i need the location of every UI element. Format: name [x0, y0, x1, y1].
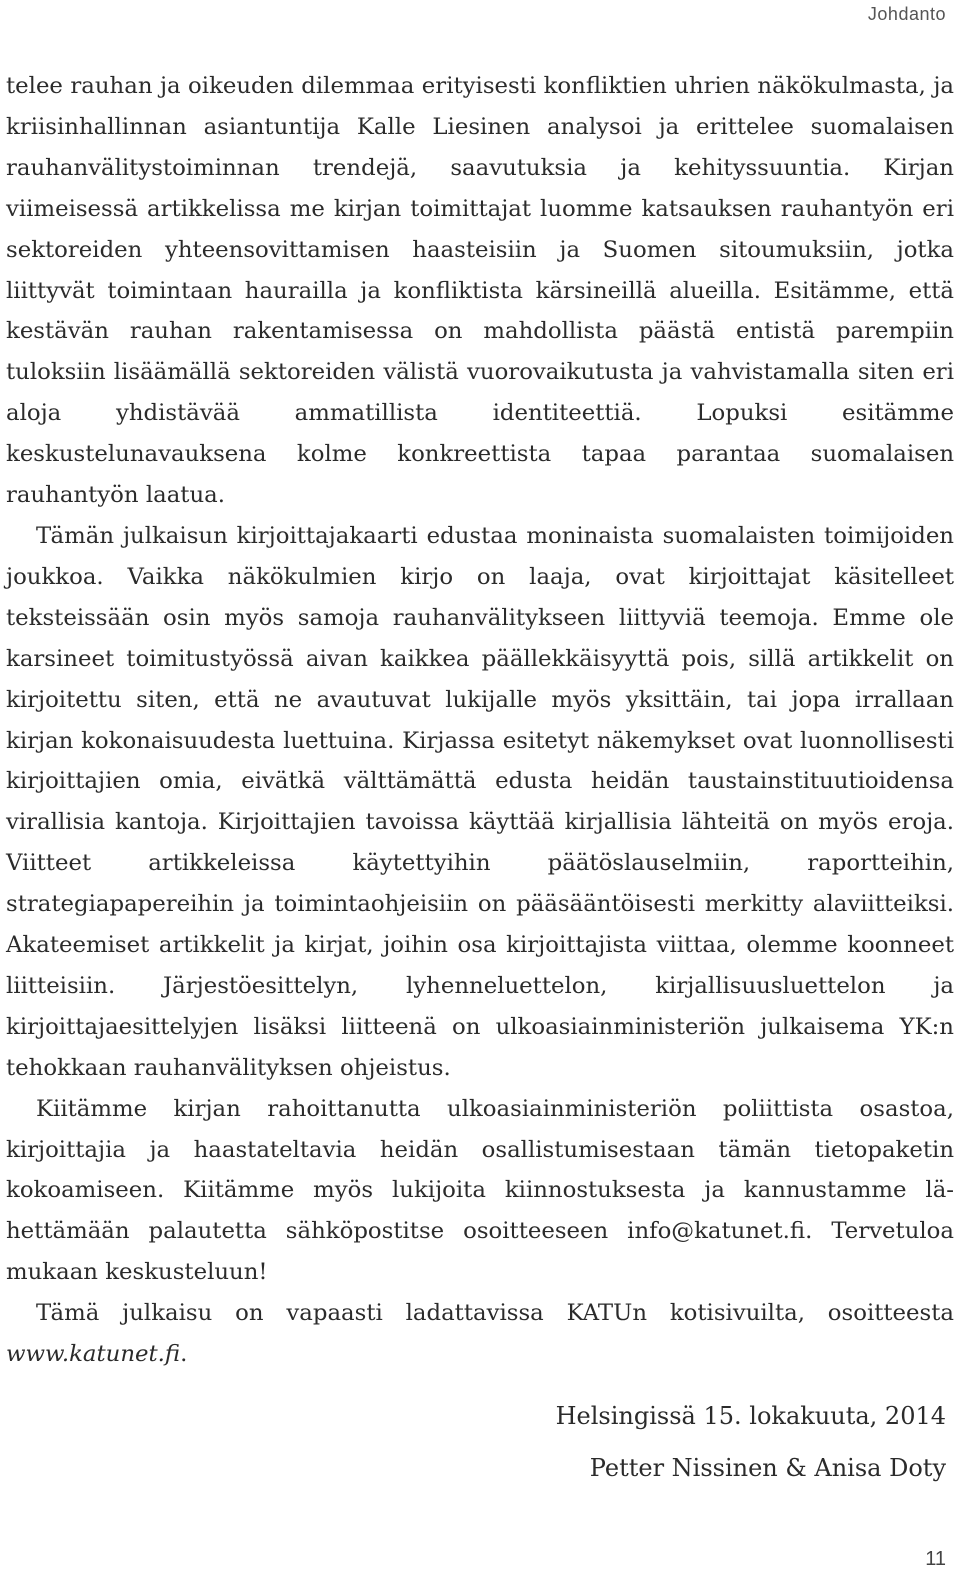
paragraph-3: Kiitämme kirjan rahoittanutta ulkoasiainministeriön poliittista osastoa, kirjoittajia ja haastateltavia heidän osallistumisestaan tämän tietopaketin kokoamiseen. Kiitämme myös lukijoita kiinnostuksesta ja kannustamme lähettämään palautetta sähköpostitse osoitteeseen info@katunet.fi. Tervetuloa mukaan keskusteluun!: [6, 1095, 954, 1286]
paragraph-4: [6, 1293, 954, 1375]
paragraph-1: telee rauhan ja oikeuden dilemmaa erityisesti konfliktien uhrien näkökulmasta, ja kriisinhallinnan asiantuntija Kalle Liesinen analysoi ja erittelee suomalaisen rauhanvälitystoiminnan trendejä, saavutuksia ja kehityssuuntia. Kirjan viimeisessä artikkelissa me kirjan toimittajat luomme katsauksen rauhantyön eri sektoreiden yhteensovittamisen haasteisiin ja Suomen sitoumuksiin, jotka liittyvät toimintaan haurailla ja konfliktista kärsineillä alueilla. Esitämme, että kestävän rauhan rakentamisessa on mahdollista päästä entistä parempiin tuloksiin lisäämällä sektoreiden välistä vuorovaikutusta ja vahvistamalla siten eri aloja yhdistävää ammatillista identiteettiä. Lopuksi esitämme keskustelunavauksena kolme konkreettista tapaa parantaa suomalaisen rauhantyön laatua.: [6, 73, 954, 509]
signature-authors: Petter Nissinen & Anisa Doty: [589, 1454, 946, 1482]
paragraph-4-text: Tämä julkaisu on vapaasti ladattavissa KATUn kotisivuilta, osoitteesta: [36, 1300, 954, 1327]
body-text: [6, 66, 954, 1375]
paragraph-2: Tämän julkaisun kirjoittajakaarti edustaa moninaista suomalaisten toimijoiden joukkoa. Vaikka näkökulmien kirjo on laaja, ovat kirjoittajat käsitelleet teksteissään osin myös samoja rauhanvälitykseen liittyviä teemoja. Emme ole karsineet toimitustyössä aivan kaikkea päällekkäisyyttä pois, sillä artikkelit on kirjoitettu siten, että ne avautuvat lukijalle myös yksittäin, tai jopa irrallaan kirjan kokonaisuudesta luettuina. Kirjassa esitetyt näkemykset ovat luonnollisesti kirjoittajien omia, eivätkä välttämättä edusta heidän taustainstituutioidensa virallisia kantoja. Kirjoittajien tavoissa käyttää kirjallisia lähteitä on myös eroja. Viitteet artikkeleissa käytettyihin päätöslauselmiin, raportteihin, strategiapapereihin ja toimintaohjeisiin on pääsääntöisesti merkitty alaviitteiksi. Akateemiset artikkelit ja kirjat, joihin osa kirjoittajista viittaa, olemme koonneet liitteisiin. Järjestöesittelyn, lyhenneluettelon, kirjallisuusluettelon ja kirjoittajaesittelyjen lisäksi liitteenä on ulkoasiainministeriön julkaisema YK:n tehokkaan rauhanvälityksen ohjeistus.: [6, 522, 954, 1081]
page-number: 11: [925, 1548, 946, 1570]
running-head: Johdanto: [867, 4, 946, 24]
website-link[interactable]: www.katunet.fi: [6, 1341, 181, 1368]
paragraph-4-end: .: [180, 1341, 188, 1368]
signature-place-date: Helsingissä 15. lokakuuta, 2014: [555, 1402, 946, 1430]
